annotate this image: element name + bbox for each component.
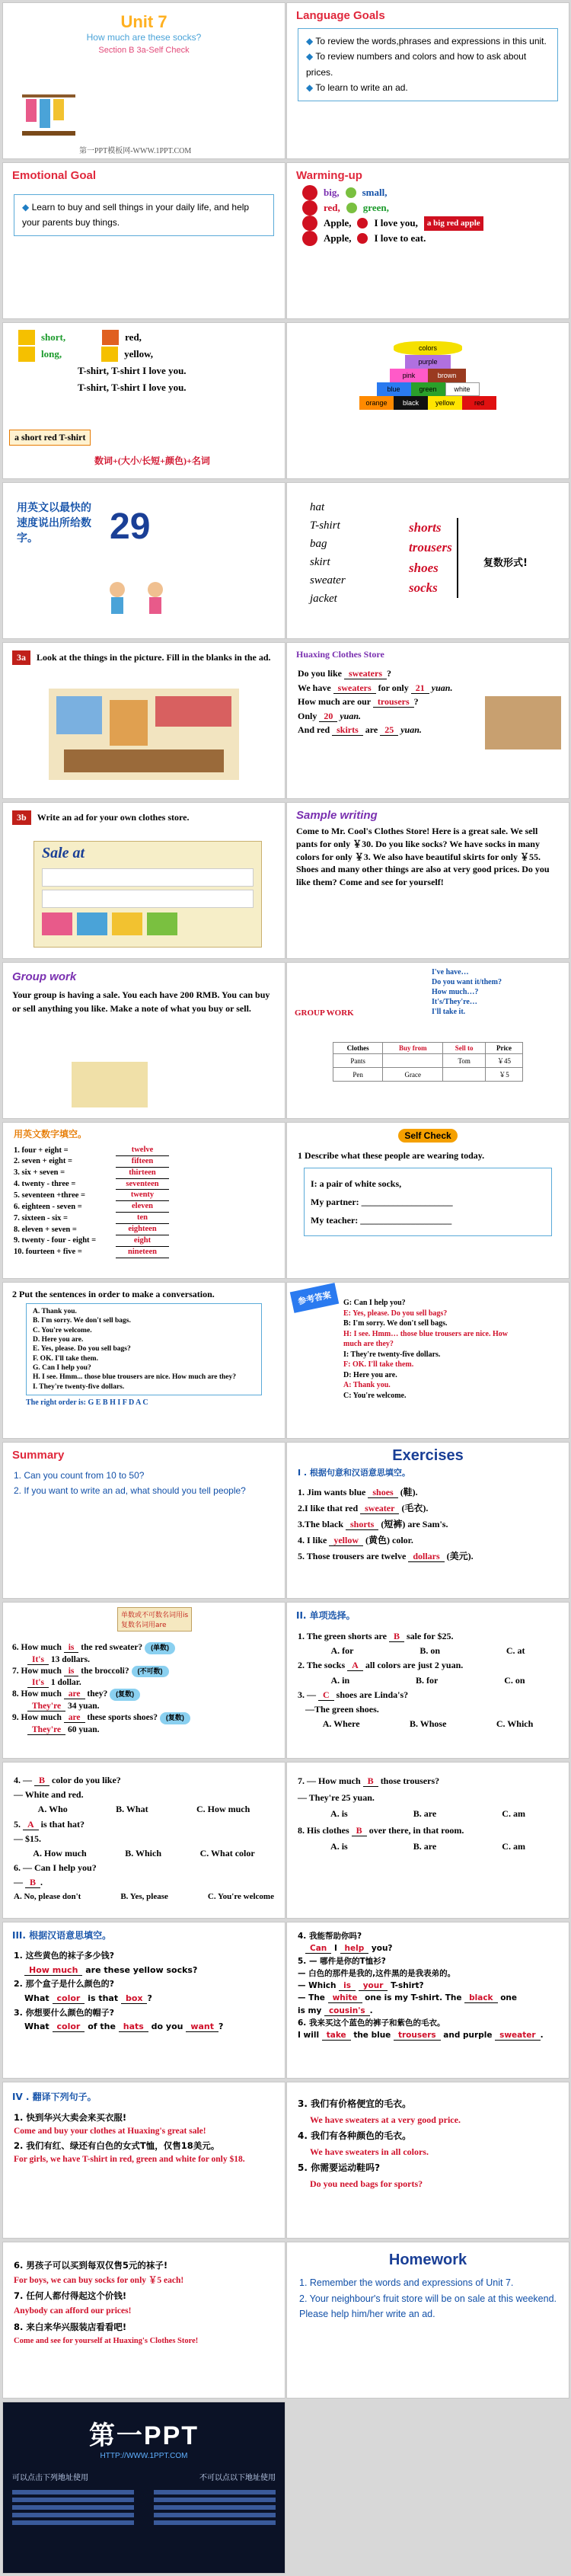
apple-icon (357, 233, 368, 244)
tshirt-icon (18, 347, 35, 362)
slide-conversation-order[interactable] (2, 1282, 286, 1439)
slide-sample-writing[interactable] (286, 802, 569, 959)
conversation-lines: A. Thank you. B. I'm sorry. We don't sell bags. C. You're welcome. D. Here you are. E. Yes, please. Do you sell bags? F. OK. I'll take them. G. Can I help you? H. I see. Hmm... those blue trousers are nice. How much are they? I. They're twenty-five dollars. (26, 1303, 262, 1395)
translate3-list: 6. 男孩子可以买到每双仅售5元的袜子! For boys, we can buy socks for only ￥5 each! 7. 任何人都付得起这个价钱! Anybody can afford our prices! 8. 来白来华兴服装店看看吧! Come and see for yourself at Huaxing's Clothes Store! (14, 2260, 199, 2345)
quiz-number: 29 (110, 507, 151, 547)
slide-number-quiz[interactable] (2, 482, 286, 639)
slide-group-work-table[interactable] (286, 962, 569, 1119)
goal-item: ◆ Learn to buy and sell things in your daily life, and help your parents buy things. (22, 200, 266, 231)
slide-tshirt-chant[interactable]: short, red, long, yellow, T-shirt, T-shirt I love you. T-shirt, T-shirt I love you. a short red T-shirt 数词+(大小/长短+颜色)+名词 (2, 322, 286, 479)
sample-title: Sample writing (296, 809, 378, 822)
group-picture (72, 1062, 148, 1107)
slide-self-check[interactable] (286, 1122, 569, 1279)
slide-how-much[interactable] (2, 1602, 286, 1759)
answer-blank: trousers (373, 696, 414, 708)
link-columns: 可以点击下列地址使用 不可以点以下地址使用 (12, 2474, 276, 2482)
summary-list: 1. Can you count from 10 to 50? 2. If you want to write an ad, what should you tell people? (14, 1470, 246, 1497)
sample-body: Come to Mr. Cool's Clothes Store! Here is a great sale. We sell pants for only ￥30. Do you like socks? We have socks in many colors for only ￥3. We also have beautiful skirts for only ￥55. Shoes and many other things are also at very good prices. Do you like them? Come and see for yourself! (296, 826, 550, 888)
slide-translate-2[interactable] (286, 2082, 569, 2239)
plural-note: 复数形式! (483, 558, 528, 569)
group-work-label: GROUP WORK (295, 1008, 354, 1018)
slide-title[interactable] (2, 2, 286, 159)
self-check-badge: Self Check (398, 1129, 457, 1143)
mc-list: 1. The green shorts are B sale for $25. A. for B. on C. at 2. The socks A all colors are just 2 yuan. A. in B. for C. on 3. — C shoes are Linda's? —The green shoes. A. Where B. Whose C. Which (298, 1631, 534, 1730)
clothes-rack-illustration (18, 87, 79, 140)
goal-item: ◆ To learn to write an ad. (306, 80, 550, 95)
unit-title: Unit 7 (120, 12, 167, 31)
mc-title: II. 单项选择。 (296, 1610, 356, 1621)
number-fill-list: 1. four + eight = twelve 2. seven + eight = fifteen 3. six + seven = thirteen 4. twenty - three = seventeen 5. seventeen +three = twenty 6. eighteen - seven = eleven 7. sixteen - six = ten 8. eleven + seven = eighteen 9. twenty - four - eight = eight 10. fourteen + five = nineteen (3, 1145, 285, 1258)
answer-blank: 25 (380, 724, 398, 736)
number-fill-title: 用英文数字填空。 (14, 1129, 88, 1139)
chant-line: T-shirt, T-shirt I love you. (78, 382, 187, 394)
apple-icon (302, 231, 317, 246)
slide-ppt-footer[interactable] (2, 2402, 286, 2574)
singular-words: hat T-shirt bag skirt sweater jacket (310, 501, 346, 605)
self-check-box: I: a pair of white socks, My partner: ____________________ My teacher: ____________________ (304, 1168, 552, 1236)
group-work-title: Group work (12, 970, 77, 983)
order-task: 2 Put the sentences in order to make a conversation. (12, 1289, 215, 1299)
footer-text: 第一PPT模板网-WWW.1PPT.COM (79, 147, 192, 155)
kids-illustration (102, 574, 171, 620)
task-instruction: Look at the things in the picture. Fill in the blanks in the ad. (37, 652, 271, 663)
chant-line: T-shirt, T-shirt I love you. (78, 365, 187, 377)
slide-multiple-choice-1[interactable] (286, 1602, 569, 1759)
answer-blank: sweaters (333, 682, 376, 694)
slide-homework[interactable] (286, 2242, 569, 2399)
trade-table: Clothes Buy from Sell to Price Pants Tom ￥45 Pen Grace ￥5 (333, 1042, 523, 1082)
slide-group-work[interactable] (2, 962, 286, 1119)
sale-poster: Sale at (33, 841, 262, 948)
store-picture (49, 689, 239, 780)
apple-icon (302, 216, 317, 231)
language-goals-title: Language Goals (296, 9, 385, 22)
homework-list: 1. Remember the words and expressions of Unit 7. 2. Your neighbour's fruit store will be on sale at this weekend. Please help him/her write an ad. (299, 2277, 557, 2320)
task-instruction: Write an ad for your own clothes store. (37, 812, 190, 823)
mc2-list: 4. — B color do you like? — White and red. A. Who B. What C. How much 5. A is that hat? — $15. A. How much B. Which C. What color 6. — Can I help you? — B . A. No, please don't B. Yes, please C. You're welcome (14, 1775, 274, 1901)
translate2-list: 3. 我们有价格便宜的毛衣。 We have sweaters at a very good price. 4. 我们有各种颜色的毛衣。 We have sweaters in all colors. 5. 你需要运动鞋吗? Do you need bags for sports? (298, 2098, 461, 2189)
answer-blank: 21 (411, 682, 429, 694)
slide-exercises[interactable] (286, 1442, 569, 1599)
answer-blank: skirts (332, 724, 363, 736)
emotional-goal-title: Emotional Goal (12, 169, 97, 182)
slide-3a-task[interactable] (2, 642, 286, 799)
phrase-box: a short red T-shirt (9, 430, 91, 446)
slide-multiple-choice-3[interactable] (286, 1762, 569, 1919)
task-badge: 3b (12, 810, 31, 825)
task-badge: 3a (12, 650, 30, 665)
slide-chinese-fill-1[interactable] (2, 1922, 286, 2079)
apple-icon (302, 200, 317, 216)
homework-title: Homework (388, 2252, 467, 2268)
slide-emotional-goal[interactable] (2, 162, 286, 319)
fill2-list: 4. 我能帮助你吗? Can I help you? 5. — 哪件是你的T恤衫? — 白色的那件是我的,这件黑的是我表弟的。 — Which is your T-shirt? — The white one is my T-shirt. The black one is my cousin's . 6. 我来买这个蓝色的裤子和紫色的毛衣。 I will take the blue trousers and purple sweater . (298, 1932, 544, 2041)
mc3-list: 7. — How much B those trousers? — They're 25 yuan. A. is B. are C. am 8. His clothes B over there, in that room. A. is B. are C. am (298, 1775, 525, 1852)
warming-up-title: Warming-up (296, 169, 362, 182)
goal-item: ◆ To review the words,phrases and expressions in this unit. (306, 34, 550, 49)
grammar-note: 单数或不可数名词用is 复数名词用are (117, 1607, 192, 1632)
answer-burst: 参考答案 (290, 1283, 340, 1313)
warmup-chant: big, small, red, green, Apple, I love you, a big red apple Apple, I love to eat. (287, 185, 569, 247)
slide-multiple-choice-2[interactable] (2, 1762, 286, 1919)
language-goals-list (298, 28, 558, 101)
slide-translate-1[interactable] (2, 2082, 286, 2239)
fill-title: III. 根据汉语意思填空。 (12, 1930, 112, 1941)
ppt-logo: 第一PPT (88, 2421, 199, 2450)
fill-list: 1. 这些黄色的袜子多少钱? How much are these yellow socks? 2. 那个盒子是什么颜色的? What color is that box ? 3. 你想要什么颜色的帽子? What color of the hats do you want ? (14, 1951, 224, 2032)
speech-bubble: I've have… Do you want it/them? How much…? It's/They're… I'll take it. (432, 968, 502, 1016)
tshirt-icon (102, 330, 119, 345)
link-list (3, 2482, 285, 2533)
slide-conversation-answer[interactable] (286, 1282, 569, 1439)
slide-warming-up[interactable] (286, 162, 569, 319)
slide-plural-forms[interactable] (286, 482, 569, 639)
tshirt-icon (18, 330, 35, 345)
slide-color-pyramid[interactable] (286, 322, 569, 479)
apple-icon (357, 218, 368, 229)
color-pyramid: colors purple pink brown blue green white orange black yellow red (287, 323, 569, 410)
translate-list: 1. 快到华兴大卖会来买衣服! Come and buy your clothes at Huaxing's great sale! 2. 我们有红、绿还有白色的女式T恤，仅售18美元。 For girls, we have T-shirt in red, green and white for only $18. (14, 2112, 245, 2165)
self-check-task: 1 Describe what these people are wearing today. (298, 1150, 485, 1161)
how-much-list: 6. How much is the red sweater? (单数) It's 13 dollars. 7. How much is the broccoli? (不可数) It's 1 dollar. 8. How much are they? (复数) They're 34 yuan. 9. How much are these sports shoes? (复数) They're 60 yuan. (12, 1642, 190, 1736)
slide-summary[interactable] (2, 1442, 286, 1599)
ppt-url[interactable]: HTTP://WWW.1PPT.COM (100, 2452, 188, 2460)
plural-words: shorts trousers shoes socks (409, 518, 458, 598)
emotional-goal-list (14, 194, 274, 236)
answer-blank: sweaters (344, 668, 387, 679)
group-work-body: Your group is having a sale. You each have 200 RMB. You can buy or sell anything you like. Make a note of what you buy or sell. (12, 989, 270, 1014)
tshirt-icon (101, 347, 118, 362)
order-answer: The right order is: G E B H I F D A C (26, 1398, 148, 1408)
slide-chinese-fill-2[interactable] (286, 1922, 569, 2079)
slide-translate-3[interactable] (2, 2242, 286, 2399)
answer-lines: G: Can I help you? E: Yes, please. Do you sell bags? B: I'm sorry. We don't sell bags. H: I see. Hmm… those blue trousers are nice. How much are they? I: They're twenty-five dollars. F: OK. I'll take them. D: Here you are. A: Thank you. C: You're welcome. (343, 1299, 508, 1400)
unit-question: How much are these socks? (86, 32, 202, 43)
ad-text: Do you like sweaters ? We have sweaters for only 21 yuan. How much are our trousers ? Only 20 yuan. And red skirts are 25 yuan. (298, 668, 453, 736)
apple-icon (302, 185, 317, 200)
table-row: Pants Tom ￥45 (333, 1054, 523, 1068)
apple-icon (346, 203, 357, 213)
summary-title: Summary (12, 1449, 65, 1462)
exercise-instruction: I . 根据句意和汉语意思填空。 (298, 1468, 410, 1478)
store-photo (485, 696, 561, 749)
answer-blank: 20 (319, 711, 337, 722)
exercises-title: Exercises (392, 1447, 464, 1464)
quiz-instruction: 用英文以最快的速度说出所给数字。 (17, 502, 91, 545)
table-row: Pen Grace ￥5 (333, 1068, 523, 1082)
translate-title: IV . 翻译下列句子。 (12, 2092, 97, 2102)
goal-item: ◆ To review numbers and colors and how to ask about prices. (306, 49, 550, 80)
section-label: Section B 3a-Self Check (98, 46, 190, 55)
slide-number-fill[interactable] (2, 1122, 286, 1279)
slide-language-goals[interactable] (286, 2, 569, 159)
slide-3a-ad[interactable] (286, 642, 569, 799)
exercise-list: 1. Jim wants blue shoes (鞋). 2.I like that red sweater (毛衣). 3.The black shorts (短裤) are Sam's. 4. I like yellow (黄色) color. 5. Those trousers are twelve dollars (美元). (298, 1487, 474, 1561)
store-name: Huaxing Clothes Store (296, 649, 384, 660)
slide-3b-task[interactable] (2, 802, 286, 959)
grammar-rule: 数词+(大小/长短+颜色)+名词 (94, 455, 210, 466)
apple-icon (346, 187, 356, 198)
